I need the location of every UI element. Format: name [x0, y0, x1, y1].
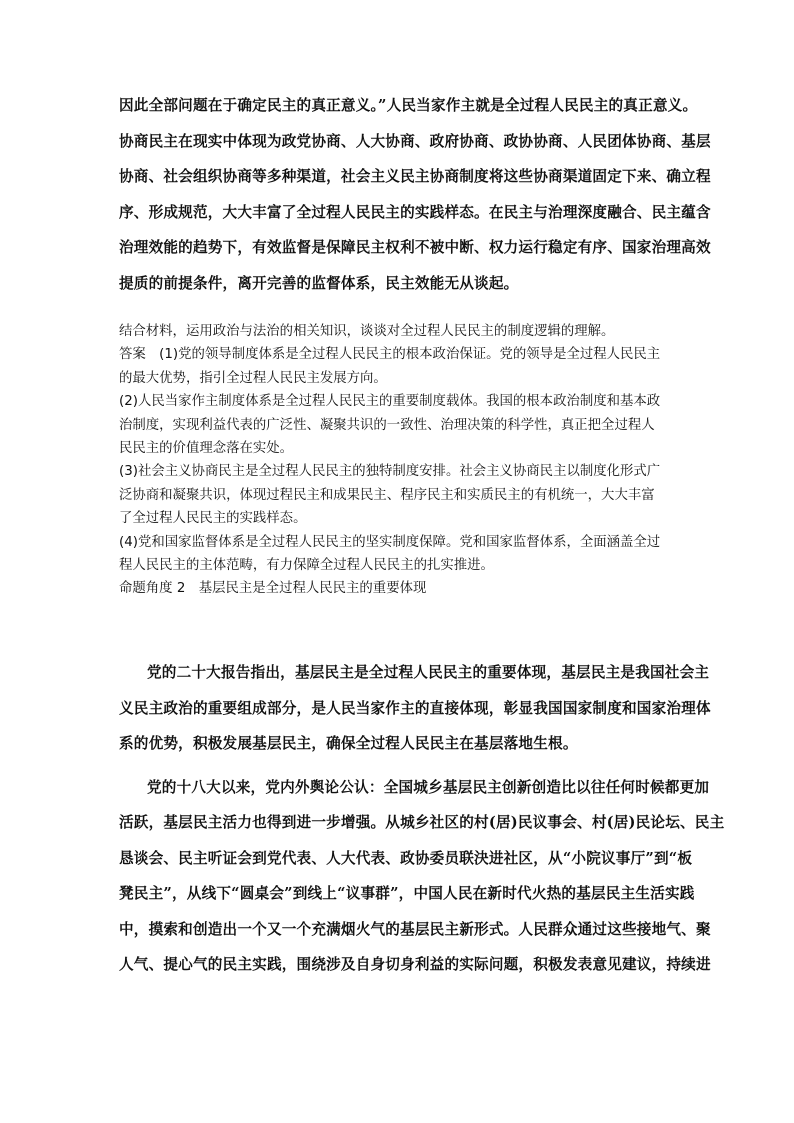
material-passage-2 — [119, 655, 725, 983]
text-line: 党的十八大以来，党内外舆论公认：全国城乡基层民主创新创造比以往任何时候都更加 — [147, 778, 710, 796]
text-line: 中，摸索和创造出一个又一个充满烟火气的基层民主新形式。人民群众通过这些接地气、聚 — [119, 920, 711, 938]
text-line: 恳谈会、民主听证会到党代表、人大代表、政协委员联決进社区，从“小院议事厅”到“板 — [119, 849, 693, 867]
text-line: 活跃，基层民主活力也得到进一步增强。从城乡社区的村(居)民议事会、村(居)民论坛、民主 — [119, 814, 725, 831]
material-passage-1 — [119, 88, 711, 301]
answer-line: 泛协商和凝聚共识，体现过程民主和成果民主、程序民主和实质民主的有机统一，大大丰富 — [119, 487, 655, 503]
text-line: 因此全部问题在于确定民主的真正意义。”人民当家作主就是全过程人民民主的真正意义。 — [119, 97, 698, 114]
text-line: 党的二十大报告指出，基层民主是全过程人民民主的重要体现，基层民主是我国社会主 — [147, 664, 710, 681]
answer-line: 治制度，实现利益代表的广泛性、凝聚共识的一致性、治理决策的科学性，真正把全过程人 — [119, 417, 655, 433]
answer-line: 答案 (1)党的领导制度体系是全过程人民民主的根本政治保证。党的领导是全过程人民民主 — [119, 347, 661, 363]
answer-line: (4)党和国家监督体系是全过程人民民主的坚实制度保障。党和国家监督体系，全面涵盖全过 — [119, 534, 661, 550]
paragraph-gap — [119, 762, 684, 770]
answer-line: 了全过程人民民主的实践样态。 — [119, 511, 307, 527]
section-heading: 命题角度 2 基层民主是全过程人民民主的重要体现 — [119, 581, 427, 597]
text-line: 协商、社会组织协商等多种渠道，社会主义民主协商制度将这些协商渠道固定下来、确立程 — [119, 168, 711, 185]
question-and-answer — [119, 320, 684, 601]
text-line: 治理效能的趋势下，有效监督是保障民主权利不被中断、权力运行稳定有序、国家治理高效 — [119, 239, 711, 256]
text-line: 序、形成规范，大大丰富了全过程人民民主的实践样态。在民主与治理深度融合、民主蕴含 — [119, 203, 711, 221]
answer-line: (3)社会主义协商民主是全过程人民民主的独特制度安排。社会主义协商民主以制度化形式广 — [119, 464, 661, 480]
answer-line: 的最大优势，指引全过程人民民主发展方向。 — [119, 370, 387, 386]
text-line: 提质的前提条件，离开完善的监督体系，民主效能无从谈起。 — [119, 274, 519, 292]
text-line: 人气、提心气的民主实践，围绕涉及自身切身利益的实际问题，积极发表意见建议，持续进 — [119, 956, 711, 973]
text-line: 义民主政治的重要组成部分，是人民当家作主的直接体现，彰显我国国家制度和国家治理体 — [119, 699, 711, 717]
answer-line: (2)人民当家作主制度体系是全过程人民民主的重要制度载体。我国的根本政治制度和基本政 — [119, 394, 661, 410]
text-line: 协商民主在现实中体现为政党协商、人大协商、政府协商、政协协商、人民团体协商、基层 — [119, 132, 711, 150]
answer-line: 民民主的价值理念落在实处。 — [119, 441, 294, 457]
question-prompt: 结合材料，运用政治与法治的相关知识，谈谈对全过程人民民主的制度逻辑的理解。 — [119, 324, 615, 339]
text-line: 凳民主”，从线下“圆桌会”到线上“议事群”，中国人民在新时代火热的基层民主生活实践 — [119, 885, 695, 902]
answer-line: 程人民民主的主体范畴，有力保障全过程人民民主的扎实推进。 — [119, 558, 494, 574]
text-line: 系的优势，积极发展基层民主，确保全过程人民民主在基层落地生根。 — [119, 735, 578, 752]
